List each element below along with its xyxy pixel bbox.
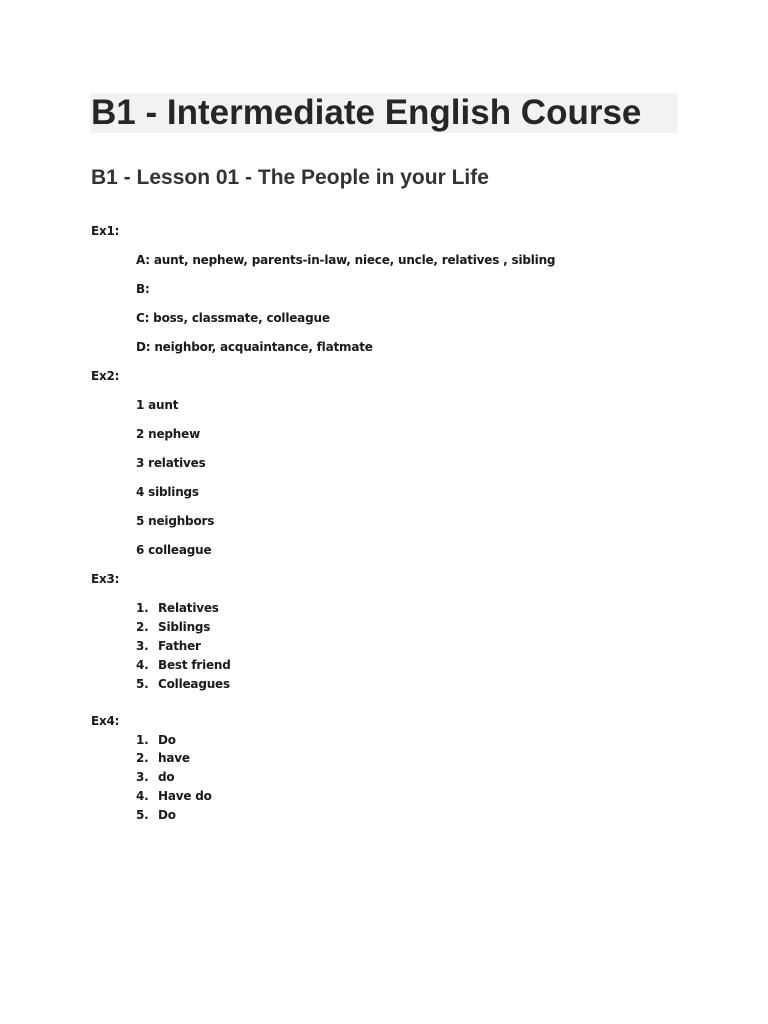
ex1-line-a: A: aunt, nephew, parents-in-law, niece, uncle, relatives , sibling bbox=[136, 253, 556, 267]
list-item-number: 4. bbox=[136, 658, 149, 672]
list-item: Relatives bbox=[158, 601, 219, 615]
ex2-line: 1 aunt bbox=[136, 398, 179, 412]
list-item-number: 2. bbox=[136, 751, 149, 765]
ex1-label: Ex1: bbox=[91, 224, 120, 238]
list-item: Best friend bbox=[158, 658, 231, 672]
list-item: Do bbox=[158, 808, 176, 822]
list-item: Do bbox=[158, 733, 176, 747]
list-item: Colleagues bbox=[158, 677, 230, 691]
ex1-line-b: B: bbox=[136, 282, 150, 296]
ex2-line: 5 neighbors bbox=[136, 514, 215, 528]
list-item-number: 3. bbox=[136, 770, 149, 784]
page-title: B1 - Intermediate English Course bbox=[91, 93, 642, 132]
ex3-label: Ex3: bbox=[91, 572, 120, 586]
list-item: do bbox=[158, 770, 175, 784]
ex2-line: 2 nephew bbox=[136, 427, 200, 441]
list-item-number: 1. bbox=[136, 601, 149, 615]
ex4-label: Ex4: bbox=[91, 714, 120, 728]
ex2-label: Ex2: bbox=[91, 369, 120, 383]
lesson-heading: B1 - Lesson 01 - The People in your Life bbox=[91, 166, 489, 189]
list-item-number: 4. bbox=[136, 789, 149, 803]
ex2-line: 6 colleague bbox=[136, 543, 212, 557]
ex1-line-c: C: boss, classmate, colleague bbox=[136, 311, 330, 325]
list-item-number: 3. bbox=[136, 639, 149, 653]
list-item-number: 5. bbox=[136, 808, 149, 822]
ex2-line: 4 siblings bbox=[136, 485, 199, 499]
list-item: Have do bbox=[158, 789, 212, 803]
list-item-number: 5. bbox=[136, 677, 149, 691]
list-item-number: 1. bbox=[136, 733, 149, 747]
ex1-line-d: D: neighbor, acquaintance, flatmate bbox=[136, 340, 373, 354]
ex2-line: 3 relatives bbox=[136, 456, 206, 470]
list-item: Siblings bbox=[158, 620, 211, 634]
list-item: Father bbox=[158, 639, 201, 653]
list-item: have bbox=[158, 751, 190, 765]
list-item-number: 2. bbox=[136, 620, 149, 634]
